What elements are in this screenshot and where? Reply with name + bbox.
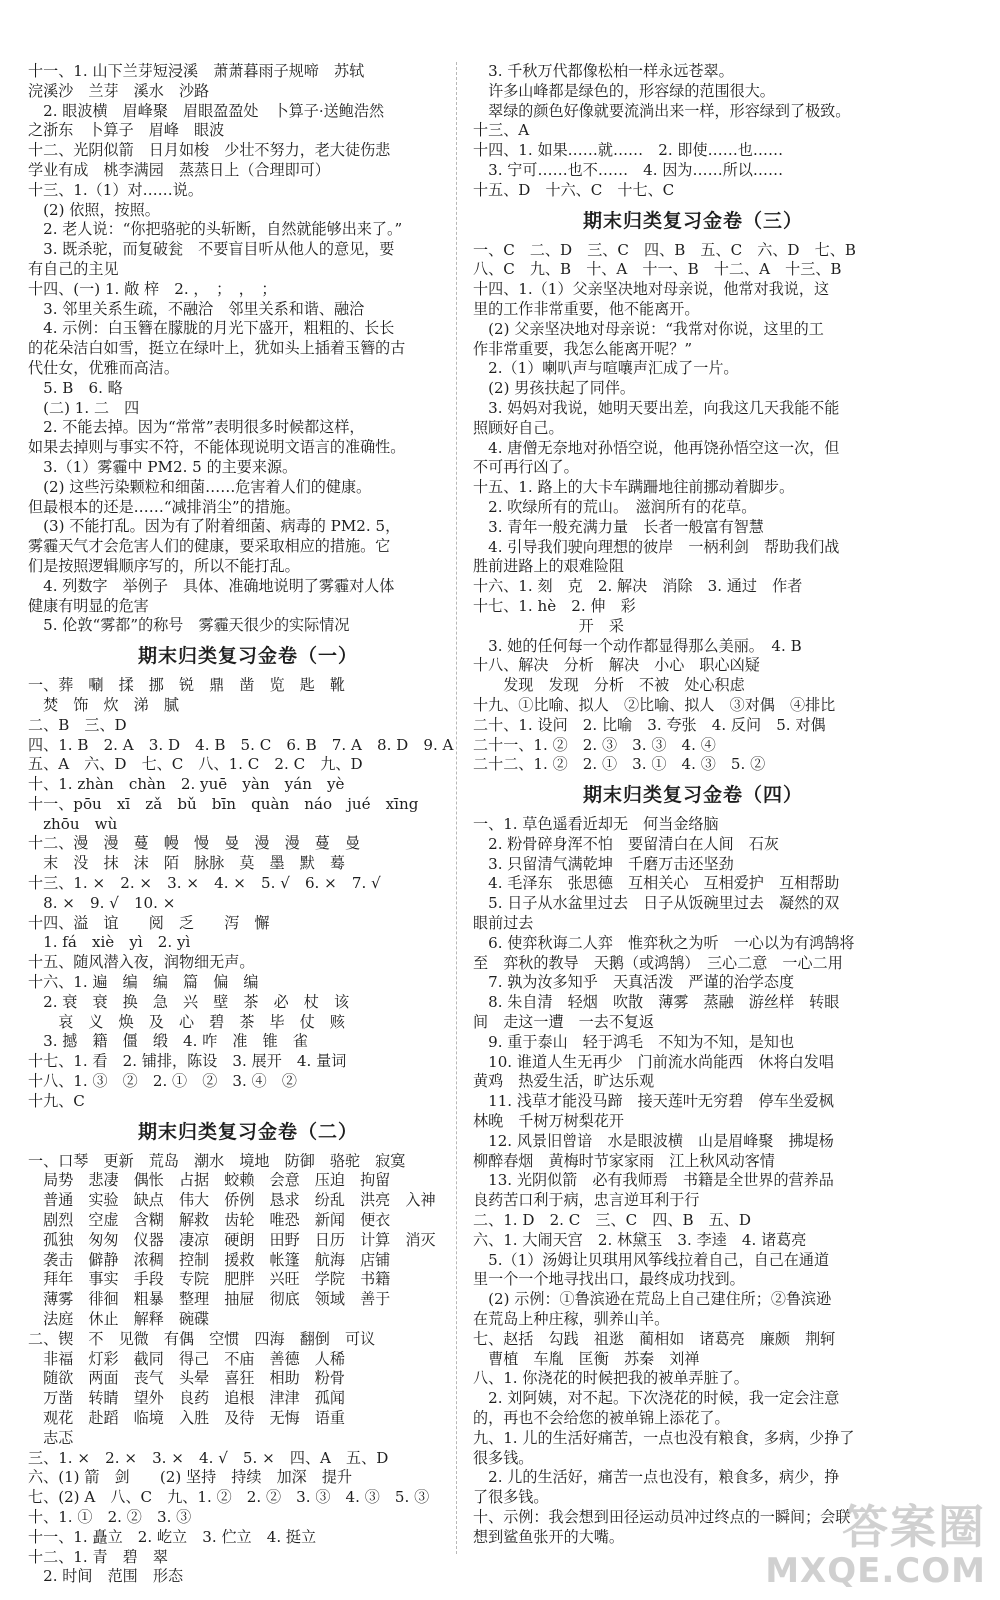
- answer-line: 十二、1. 青 碧 翠: [28, 1547, 168, 1566]
- answer-line: 4. 引导我们驶向理想的彼岸 一柄利剑 帮助我们战: [473, 537, 840, 556]
- right-column: [473, 62, 913, 1548]
- answer-line: 十七、1. hè 2. 伸 彩: [473, 596, 636, 615]
- answer-line: 十二、光阴似箭 日月如梭 少壮不努力，老大徒伤悲: [28, 141, 391, 160]
- answer-line: 八、1. 你浇花的时候把我的被单弄脏了。: [473, 1369, 749, 1388]
- answer-line: 柳醉春烟 黄梅时节家家雨 江上秋风动客情: [473, 1151, 775, 1170]
- answer-line: 普通 实验 缺点 伟大 侨例 恳求 纷乱 洪亮 入神: [28, 1191, 436, 1210]
- answer-line: 8. 朱自清 轻烟 吹散 薄雾 蒸融 游丝样 转眼: [473, 993, 840, 1012]
- answer-line: 5.（1）汤姆让贝琪用风筝线拉着自己，自己在通道: [473, 1250, 830, 1269]
- answer-line: 3. 千秋万代都像松柏一样永远苍翠。: [473, 62, 734, 80]
- answer-line: 良药苦口利于病，忠言逆耳利于行: [473, 1191, 700, 1210]
- answer-line: 五、A 六、D 七、C 八、1. C 2. C 九、D: [28, 755, 363, 774]
- answer-line: 十八、解决 分析 解决 小心 职心凶疑: [473, 656, 760, 675]
- answer-line: 1. fá xiè yì 2. yì: [28, 933, 191, 952]
- answer-line: 曹植 车胤 匡衡 苏秦 刘禅: [473, 1349, 700, 1368]
- answer-line: 5. 日子从水盆里过去 日子从饭碗里过去 凝然的双: [473, 894, 840, 913]
- answer-line: 里一个一个地寻找出口，最终成功找到。: [473, 1270, 745, 1289]
- answer-line: 一、葬 唰 揉 挪 锐 鼎 凿 览 匙 靴: [28, 676, 345, 695]
- answer-line: 拜年 事实 手段 专院 肥胖 兴旺 学院 书籍: [28, 1270, 391, 1289]
- answer-line: 2. 老人说：“你把骆驼的头斩断，自然就能够出来了。”: [28, 220, 403, 239]
- answer-line: 随欲 两面 丧气 头晕 喜狂 相助 粉骨: [28, 1369, 345, 1388]
- answer-line: 3. 只留清气满乾坤 千磨万击还坚劲: [473, 854, 734, 873]
- answer-line: 7. 孰为汝多知乎 天真活泼 严谨的治学态度: [473, 973, 795, 992]
- answer-line: 有自己的主见: [28, 259, 119, 278]
- answer-line: 2. 吹绿所有的荒山。 滋润所有的花草。: [473, 497, 757, 516]
- right-block-a: [473, 62, 913, 201]
- answer-line: 胜前进路上的艰难险阻: [473, 557, 624, 576]
- answer-line: 十、1. zhàn chàn 2. yuē yàn yán yè: [28, 775, 345, 794]
- answer-line: 5. B 6. 略: [28, 378, 123, 397]
- answer-line: 3. 青年一般充满力量 长者一般富有智慧: [473, 517, 764, 536]
- right-block-c: [473, 815, 913, 1547]
- answer-line: 志忑: [28, 1428, 74, 1447]
- watermark-url: MXQE.COM: [765, 1551, 986, 1591]
- answer-line: 2.（1）喇叭声与喧嚷声汇成了一片。: [473, 359, 739, 378]
- answer-line: 非福 灯彩 截同 得己 不庙 善德 人稀: [28, 1349, 345, 1368]
- exam-heading-4: 期末归类复习金卷（四）: [582, 784, 803, 807]
- answer-line: 十六、1. 遍 编 编 篇 偏 编: [28, 973, 259, 992]
- exam-heading-1: 期末归类复习金卷（一）: [137, 645, 358, 668]
- answer-line: 二十、1. 设问 2. 比喻 3. 夸张 4. 反问 5. 对偶: [473, 715, 826, 734]
- answer-line: 十一、pōu xī zǎ bǔ bīn quàn náo jué xīng: [28, 794, 419, 813]
- watermark: [765, 1502, 986, 1590]
- answer-line: 的，再也不会给您的被单锦上添花了。: [473, 1409, 730, 1427]
- answer-line: 二、1. D 2. C 三、C 四、B 五、D: [473, 1211, 751, 1230]
- answer-line: 4. 列数字 举例子 具体、准确地说明了雾霾对人体: [28, 576, 395, 595]
- answer-line: 3. 邻里关系生疏，不融洽 邻里关系和谐、融洽: [28, 299, 365, 318]
- answer-line: 2. 衰 衰 换 急 兴 壁 茶 必 杖 该: [28, 992, 350, 1011]
- answer-line: (3) 不能打乱。因为有了附着细菌、病毒的 PM2. 5，: [28, 517, 401, 536]
- answer-line: 十、示例：我会想到田径运动员冲过终点的一瞬间；会联: [473, 1507, 851, 1526]
- answer-line: 至 弈秋的教导 天鹅（或鸿鹄） 三心二意 一心二用: [473, 953, 843, 972]
- answer-line: 法庭 休止 解释 碗碟: [28, 1310, 210, 1329]
- answer-line: 十九、C: [28, 1091, 85, 1110]
- answer-line: 七、赵括 勾践 祖逖 蔺相如 诸葛亮 廉颇 荆轲: [473, 1329, 836, 1348]
- answer-line: 雾霾天气才会危害人们的健康，要采取相应的措施。它: [28, 537, 391, 556]
- answer-line: 黄鸡 热爱生活，旷达乐观: [473, 1072, 655, 1091]
- answer-line: 观花 赴蹈 临境 入胜 及待 无悔 语重: [28, 1409, 345, 1427]
- answer-line: 3.（1）雾霾中 PM2. 5 的主要来源。: [28, 457, 298, 476]
- answer-line: 六、1. 大闹天宫 2. 林黛玉 3. 李逵 4. 诸葛亮: [473, 1230, 807, 1249]
- answer-line: 里的工作非常重要，他不能离开。: [473, 299, 700, 318]
- answer-line: 十九、①比喻、拟人 ②比喻、拟人 ③对偶 ④排比: [473, 695, 836, 714]
- answer-line: 9. 重于泰山 轻于鸿毛 不知为不知，是知也: [473, 1032, 795, 1051]
- answer-line: 四、1. B 2. A 3. D 4. B 5. C 6. B 7. A 8. D 9. A: [28, 735, 454, 754]
- answer-line: 不可再行凶了。: [473, 458, 579, 477]
- answer-line: 十二、漫 漫 蔓 幔 慢 曼 漫 漫 蔓 曼: [28, 834, 361, 853]
- answer-line: 的花朵洁白如雪，挺立在绿叶上，犹如头上插着玉簪的古: [28, 339, 406, 358]
- answer-line: 12. 风景旧曾谙 水是眼波横 山是眉峰聚 拂堤杨: [473, 1131, 834, 1150]
- answer-line: (二) 1. 二 四: [28, 398, 140, 417]
- answer-line: 袭击 僻静 浓稠 控制 援救 帐篷 航海 店铺: [28, 1250, 391, 1269]
- answer-line: 2. 眼波横 眉峰聚 眉眼盈盈处 卜算子·送鲍浩然: [28, 101, 385, 120]
- left-block-b: [28, 676, 468, 1112]
- answer-line: 5. 伦敦“雾都”的称号 雾霾天很少的实际情况: [28, 616, 350, 635]
- answer-line: 一、1. 草色遥看近却无 何当金络脑: [473, 815, 719, 834]
- answer-line: zhōu wù: [28, 814, 118, 833]
- answer-line: 七、(2) A 八、C 九、1. ② 2. ② 3. ③ 4. ③ 5. ③: [28, 1488, 430, 1507]
- watermark-logo-text: 答案圈: [842, 1500, 986, 1554]
- answer-line: 健康有明显的危害: [28, 596, 149, 615]
- answer-line: 发现 发现 分析 不被 处心积虑: [473, 676, 745, 695]
- answer-line: 如果去掉则与事实不符，不能体现说明文语言的准确性。: [28, 438, 406, 457]
- answer-line: 十三、1.（1）对……说。: [28, 180, 203, 199]
- answer-line: 3. 既杀驼，而复破瓮 不要盲目听从他人的意见，要: [28, 240, 395, 259]
- answer-line: 2. 儿的生活好，痛苦一点也没有，粮食多，病少，挣: [473, 1468, 840, 1487]
- answer-line: 了很多钱。: [473, 1488, 549, 1507]
- answer-line: 十八、1. ③ ② 2. ① ② 3. ④ ②: [28, 1072, 297, 1091]
- answer-line: 一、口琴 更新 荒岛 潮水 境地 防御 骆驼 寂寞: [28, 1151, 406, 1170]
- answer-line: 十一、1. 矗立 2. 屹立 3. 伫立 4. 挺立: [28, 1527, 317, 1546]
- answer-line: 浣溪沙 兰芽 溪水 沙路: [28, 81, 210, 100]
- answer-line: 学业有成 桃李满园 蒸蒸日上（合理即可）: [28, 160, 330, 179]
- answer-line: (2) 男孩扶起了同伴。: [473, 379, 636, 398]
- answer-line: 3. 宁可……也不…… 4. 因为……所以……: [473, 160, 784, 179]
- answer-line: (2) 父亲坚决地对母亲说：“我常对你说，这里的工: [473, 319, 824, 338]
- answer-line: 局势 悲凄 偶怅 占据 蛟赖 会意 压迫 拘留: [28, 1171, 391, 1190]
- answer-line: 二、锲 不 见微 有偶 空惯 四海 翻倒 可议: [28, 1329, 376, 1348]
- answer-line: 十四、溢 谊 阅 乏 泻 懈: [28, 913, 270, 932]
- answer-line: 11. 浅草才能没马蹄 接天莲叶无穷碧 停车坐爱枫: [473, 1092, 834, 1111]
- answer-line: 十三、A: [473, 121, 530, 140]
- answer-line: 2. 粉骨碎身浑不怕 要留清白在人间 石灰: [473, 834, 779, 853]
- answer-line: 孤独 匆匆 仪器 凄凉 硬朗 田野 日历 计算 消灭: [28, 1230, 436, 1249]
- left-column: [28, 62, 468, 1587]
- answer-line: 作非常重要，我怎么能离开呢？”: [473, 339, 693, 358]
- answer-line: 翠绿的颜色好像就要流淌出来一样，形容绿到了极致。: [473, 101, 851, 120]
- answer-line: 十五、随风潜入夜，润物细无声。: [28, 953, 255, 972]
- answer-line: 4. 毛泽东 张思德 互相关心 互相爱护 互相帮助: [473, 874, 840, 893]
- answer-line: 八、C 九、B 十、A 十一、B 十二、A 十三、B: [473, 260, 842, 279]
- answer-line: 13. 光阴似箭 必有我师焉 书籍是全世界的营养品: [473, 1171, 834, 1190]
- answer-line: 二十二、1. ② 2. ① 3. ① 4. ③ 5. ②: [473, 755, 766, 774]
- answer-line: 照顾好自己。: [473, 418, 564, 437]
- answer-line: 十六、1. 刻 克 2. 解决 消除 3. 通过 作者: [473, 577, 803, 596]
- answer-line: 哀 义 焕 及 心 碧 茶 毕 仗 赅: [28, 1012, 345, 1031]
- answer-line: 薄雾 徘徊 粗暴 整理 抽屉 彻底 领域 善于: [28, 1290, 391, 1309]
- answer-line: 十七、1. 看 2. 铺排，陈设 3. 展开 4. 量词: [28, 1052, 347, 1071]
- answer-line: 2. 刘阿姨，对不起。下次浇花的时候，我一定会注意: [473, 1389, 840, 1408]
- answer-line: 之浙东 卜算子 眉峰 眼波: [28, 121, 225, 140]
- answer-line: 一、C 二、D 三、C 四、B 五、C 六、D 七、B: [473, 240, 856, 259]
- answer-line: 十三、1. × 2. × 3. × 4. × 5. √ 6. × 7. √: [28, 874, 381, 893]
- answer-line: 想到鲨鱼张开的大嘴。: [473, 1527, 624, 1546]
- answer-line: 在荒岛上种庄稼，驯养山羊。: [473, 1310, 670, 1329]
- answer-line: 二十一、1. ② 2. ③ 3. ③ 4. ④: [473, 735, 716, 754]
- answer-line: 6. 使弈秋诲二人弈 惟弈秋之为听 一心以为有鸿鹄将: [473, 933, 855, 952]
- answer-line: 三、1. × 2. × 3. × 4. √ 5. × 四、A 五、D: [28, 1448, 389, 1467]
- answer-line: 十四、1. 如果……就…… 2. 即使……也……: [473, 141, 784, 160]
- answer-line: 4. 示例：白玉簪在朦胧的月光下盛开，粗粗的、长长: [28, 319, 395, 338]
- answer-line: 十四、(一) 1. 敞 梓 2. ， ； ， ；: [28, 279, 277, 298]
- answer-line: (2) 依照，按照。: [28, 200, 160, 219]
- answer-line: 末 没 抹 沫 陌 脉脉 莫 墨 默 蓦: [28, 854, 345, 873]
- exam-heading-3: 期末归类复习金卷（三）: [582, 209, 803, 232]
- answer-line: 六、(1) 箭 剑 (2) 坚持 持续 加深 提升: [28, 1468, 353, 1487]
- answer-line: 开 采: [473, 616, 624, 635]
- answer-line: (2) 示例：①鲁滨逊在荒岛上自己建住所；②鲁滨逊: [473, 1290, 832, 1309]
- answer-line: 们是按照逻辑顺序写的，所以不能打乱。: [28, 556, 300, 575]
- answer-line: 林晚 千树万树梨花开: [473, 1112, 624, 1131]
- answer-line: 间 走这一遭 一去不复返: [473, 1013, 655, 1032]
- answer-line: 十四、1.（1）父亲坚决地对母亲说，他常对我说，这: [473, 280, 830, 299]
- answer-line: 焚 饰 炊 涕 腻: [28, 695, 179, 714]
- answer-line: 许多山峰都是绿色的，形容绿的范围很大。: [473, 81, 775, 100]
- answer-line: 10. 谁道人生无再少 门前流水尚能西 休将白发唱: [473, 1052, 834, 1071]
- left-block-a: [28, 62, 468, 636]
- answer-line: 3. 妈妈对我说，她明天要出差，向我这几天我能不能: [473, 398, 840, 417]
- answer-line: 九、1. 儿的生活好痛苦，一点也没有粮食，多病，少挣了: [473, 1428, 855, 1447]
- answer-line: 十、1. ① 2. ② 3. ③: [28, 1507, 192, 1526]
- answer-line: 十一、1. 山下兰芽短浸溪 萧萧暮雨子规啼 苏轼: [28, 62, 365, 80]
- answer-line: 剧烈 空虚 含糊 解救 齿轮 唯恐 新闻 便衣: [28, 1211, 391, 1230]
- answer-line: 2. 不能去掉。因为“常常”表明很多时候都这样，: [28, 418, 365, 437]
- answer-line: 眼前过去: [473, 914, 534, 933]
- answer-line: 3. 她的任何每一个动作都显得那么美丽。 4. B: [473, 636, 802, 655]
- answer-line: 十五、D 十六、C 十七、C: [473, 180, 675, 199]
- right-block-b: [473, 241, 913, 776]
- answer-line: 十五、1. 路上的大卡车蹒跚地往前挪动着脚步。: [473, 478, 795, 497]
- answer-line: 8. × 9. √ 10. ×: [28, 893, 176, 912]
- answer-line: 代仕女，优雅而高洁。: [28, 358, 179, 377]
- answer-line: (2) 这些污染颗粒和细菌……危害着人们的健康。: [28, 477, 372, 496]
- answer-line: 4. 唐僧无奈地对孙悟空说，他再饶孙悟空这一次，但: [473, 438, 840, 457]
- answer-line: 但最根本的还是……“减排消尘”的措施。: [28, 497, 301, 516]
- answer-line: 3. 撼 籍 僵 缎 4. 咋 准 锥 雀: [28, 1032, 308, 1051]
- answer-line: 很多钱。: [473, 1448, 534, 1467]
- exam-heading-2: 期末归类复习金卷（二）: [137, 1120, 358, 1143]
- answer-line: 2. 时间 范围 形态: [28, 1567, 184, 1586]
- answer-line: 万凿 转睛 望外 良药 追根 津津 孤闻: [28, 1389, 345, 1408]
- answer-line: 二、B 三、D: [28, 715, 127, 734]
- left-block-c: [28, 1152, 468, 1588]
